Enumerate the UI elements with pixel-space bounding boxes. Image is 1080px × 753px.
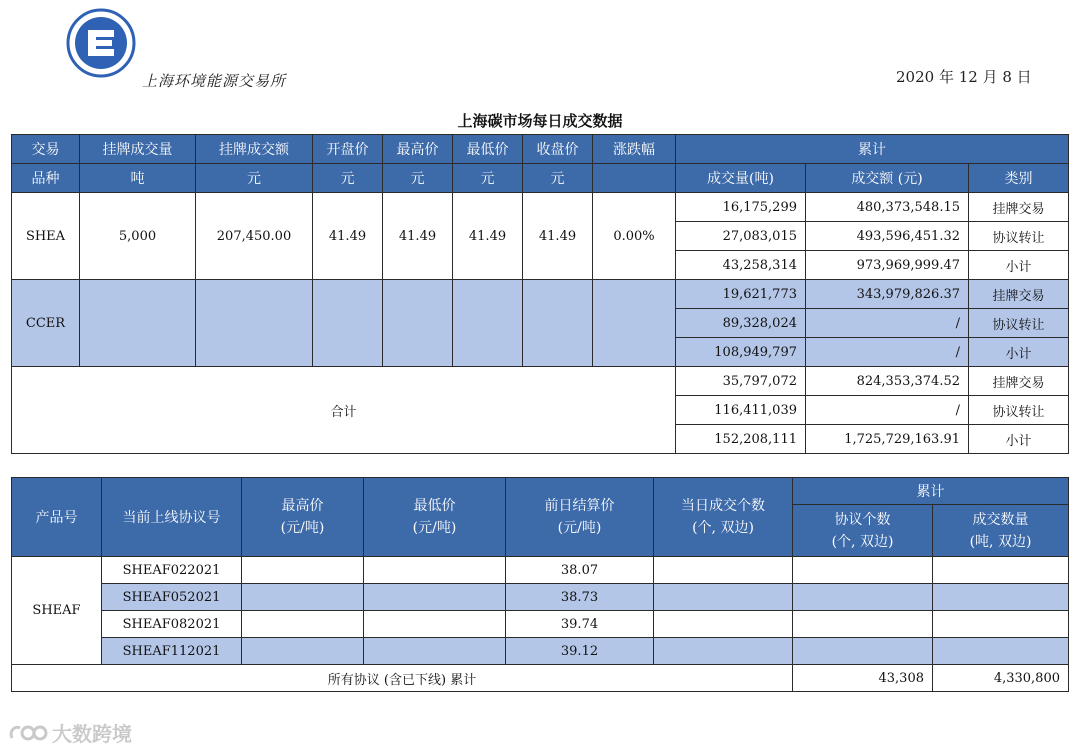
empty-cell (793, 611, 933, 638)
empty-cell (654, 611, 793, 638)
cum-amount-cell: 973,969,999.47 (806, 251, 969, 280)
empty-cell (654, 557, 793, 584)
table-row (12, 280, 1069, 309)
settle-price-cell: 38.73 (506, 584, 654, 611)
total-row (12, 665, 1069, 692)
category-cell: 挂牌交易 (969, 280, 1069, 309)
volume-cell: 5,000 (80, 193, 196, 280)
header-cell: 累计 (676, 135, 1069, 164)
empty-cell (933, 611, 1069, 638)
header-cell: 收盘价 (523, 135, 593, 164)
empty-cell (364, 584, 506, 611)
empty-cell (654, 638, 793, 665)
header-row-2 (12, 164, 1069, 193)
contract-cell: SHEAF052021 (102, 584, 242, 611)
header-text: 当日成交个数 (681, 498, 765, 514)
header-cell: 吨 (80, 164, 196, 193)
header-cell: 挂牌成交量 (80, 135, 196, 164)
cum-amount-cell: / (806, 309, 969, 338)
table-row (12, 584, 1069, 611)
settle-price-cell: 39.12 (506, 638, 654, 665)
cum-volume-cell: 116,411,039 (676, 396, 806, 425)
exchange-logo-icon (66, 8, 136, 78)
header-text: 前日结算价 (544, 498, 615, 514)
header-cell (654, 478, 793, 557)
header-cell: 元 (453, 164, 523, 193)
header-cell: 最低价 (453, 135, 523, 164)
product-cell: SHEAF (12, 557, 102, 665)
open-price-cell: 41.49 (313, 193, 383, 280)
cum-amount-cell: 1,725,729,163.91 (806, 425, 969, 454)
cum-amount-cell: 824,353,374.52 (806, 367, 969, 396)
header-text: (个, 双边) (692, 520, 754, 536)
total-count-cell: 43,308 (793, 665, 933, 692)
empty-cell (523, 280, 593, 367)
header-text: 最高价 (281, 498, 324, 514)
header-text: (元/吨) (280, 520, 325, 536)
page-title: 上海碳市场每日成交数据 (457, 112, 623, 130)
close-price-cell: 41.49 (523, 193, 593, 280)
cum-volume-cell: 27,083,015 (676, 222, 806, 251)
header-cell: 元 (383, 164, 453, 193)
header-cell (506, 478, 654, 557)
product-cell: CCER (12, 280, 80, 367)
empty-cell (242, 584, 364, 611)
empty-cell (933, 584, 1069, 611)
empty-cell (242, 611, 364, 638)
total-label-cell: 合计 (12, 367, 676, 454)
cum-amount-cell: / (806, 396, 969, 425)
cum-volume-cell: 43,258,314 (676, 251, 806, 280)
header-cell: 成交量(吨) (676, 164, 806, 193)
cum-amount-cell: / (806, 338, 969, 367)
header-cell: 最高价 (383, 135, 453, 164)
cum-amount-cell: 343,979,826.37 (806, 280, 969, 309)
contract-cell: SHEAF082021 (102, 611, 242, 638)
header-cell: 挂牌成交额 (196, 135, 313, 164)
header-cell (364, 478, 506, 557)
header-cell: 当前上线协议号 (102, 478, 242, 557)
header-cell: 元 (313, 164, 383, 193)
empty-cell (933, 638, 1069, 665)
empty-cell (933, 557, 1069, 584)
header-cell: 类别 (969, 164, 1069, 193)
category-cell: 协议转让 (969, 309, 1069, 338)
total-label-cell: 所有协议 (含已下线) 累计 (12, 665, 793, 692)
empty-cell (654, 584, 793, 611)
cum-volume-cell: 19,621,773 (676, 280, 806, 309)
header-cell: 累计 (793, 478, 1069, 505)
cum-volume-cell: 89,328,024 (676, 309, 806, 338)
total-qty-cell: 4,330,800 (933, 665, 1069, 692)
category-cell: 小计 (969, 425, 1069, 454)
header-cell: 元 (523, 164, 593, 193)
daily-trading-table (11, 134, 1069, 454)
agreement-table (11, 477, 1069, 692)
watermark-text: 大数跨境 (52, 722, 132, 746)
category-cell: 协议转让 (969, 396, 1069, 425)
header-text: (元/吨) (557, 520, 602, 536)
contract-cell: SHEAF022021 (102, 557, 242, 584)
empty-cell (80, 280, 196, 367)
header-cell (793, 505, 933, 557)
header-text: (吨, 双边) (969, 533, 1032, 550)
header-cell (593, 164, 676, 193)
high-price-cell: 41.49 (383, 193, 453, 280)
cum-volume-cell: 108,949,797 (676, 338, 806, 367)
table-row (12, 557, 1069, 584)
category-cell: 挂牌交易 (969, 193, 1069, 222)
logo-caption: 上海环境能源交易所 (142, 72, 287, 90)
header-cell: 成交额 (元) (806, 164, 969, 193)
empty-cell (593, 280, 676, 367)
header-cell: 元 (196, 164, 313, 193)
category-cell: 挂牌交易 (969, 367, 1069, 396)
header-text: 协议个数 (834, 511, 891, 528)
header-text: (个, 双边) (831, 533, 894, 550)
category-cell: 协议转让 (969, 222, 1069, 251)
low-price-cell: 41.49 (453, 193, 523, 280)
header-text: 最低价 (413, 498, 456, 514)
header-cell: 交易 (12, 135, 80, 164)
header-text: (元/吨) (412, 520, 457, 536)
empty-cell (242, 638, 364, 665)
watermark (8, 718, 132, 747)
empty-cell (364, 638, 506, 665)
header-cell: 品种 (12, 164, 80, 193)
amount-cell: 207,450.00 (196, 193, 313, 280)
header-cell: 开盘价 (313, 135, 383, 164)
header-row-1 (12, 135, 1069, 164)
table-row (12, 611, 1069, 638)
empty-cell (383, 280, 453, 367)
empty-cell (364, 557, 506, 584)
empty-cell (313, 280, 383, 367)
empty-cell (364, 611, 506, 638)
table-row (12, 367, 1069, 396)
empty-cell (196, 280, 313, 367)
empty-cell (453, 280, 523, 367)
header-cell: 涨跌幅 (593, 135, 676, 164)
change-cell: 0.00% (593, 193, 676, 280)
cum-amount-cell: 480,373,548.15 (806, 193, 969, 222)
header-row-1 (12, 478, 1069, 505)
category-cell: 小计 (969, 251, 1069, 280)
watermark-logo-icon (8, 722, 48, 744)
category-cell: 小计 (969, 338, 1069, 367)
empty-cell (793, 584, 933, 611)
settle-price-cell: 38.07 (506, 557, 654, 584)
header-text: 成交数量 (972, 511, 1029, 528)
empty-cell (242, 557, 364, 584)
settle-price-cell: 39.74 (506, 611, 654, 638)
report-date: 2020 年 12 月 8 日 (896, 68, 1032, 86)
table-row (12, 638, 1069, 665)
cum-amount-cell: 493,596,451.32 (806, 222, 969, 251)
empty-cell (793, 557, 933, 584)
header-cell (242, 478, 364, 557)
cum-volume-cell: 152,208,111 (676, 425, 806, 454)
table-row (12, 193, 1069, 222)
cum-volume-cell: 35,797,072 (676, 367, 806, 396)
cum-volume-cell: 16,175,299 (676, 193, 806, 222)
contract-cell: SHEAF112021 (102, 638, 242, 665)
header-cell: 产品号 (12, 478, 102, 557)
empty-cell (793, 638, 933, 665)
header-cell (933, 505, 1069, 557)
product-cell: SHEA (12, 193, 80, 280)
